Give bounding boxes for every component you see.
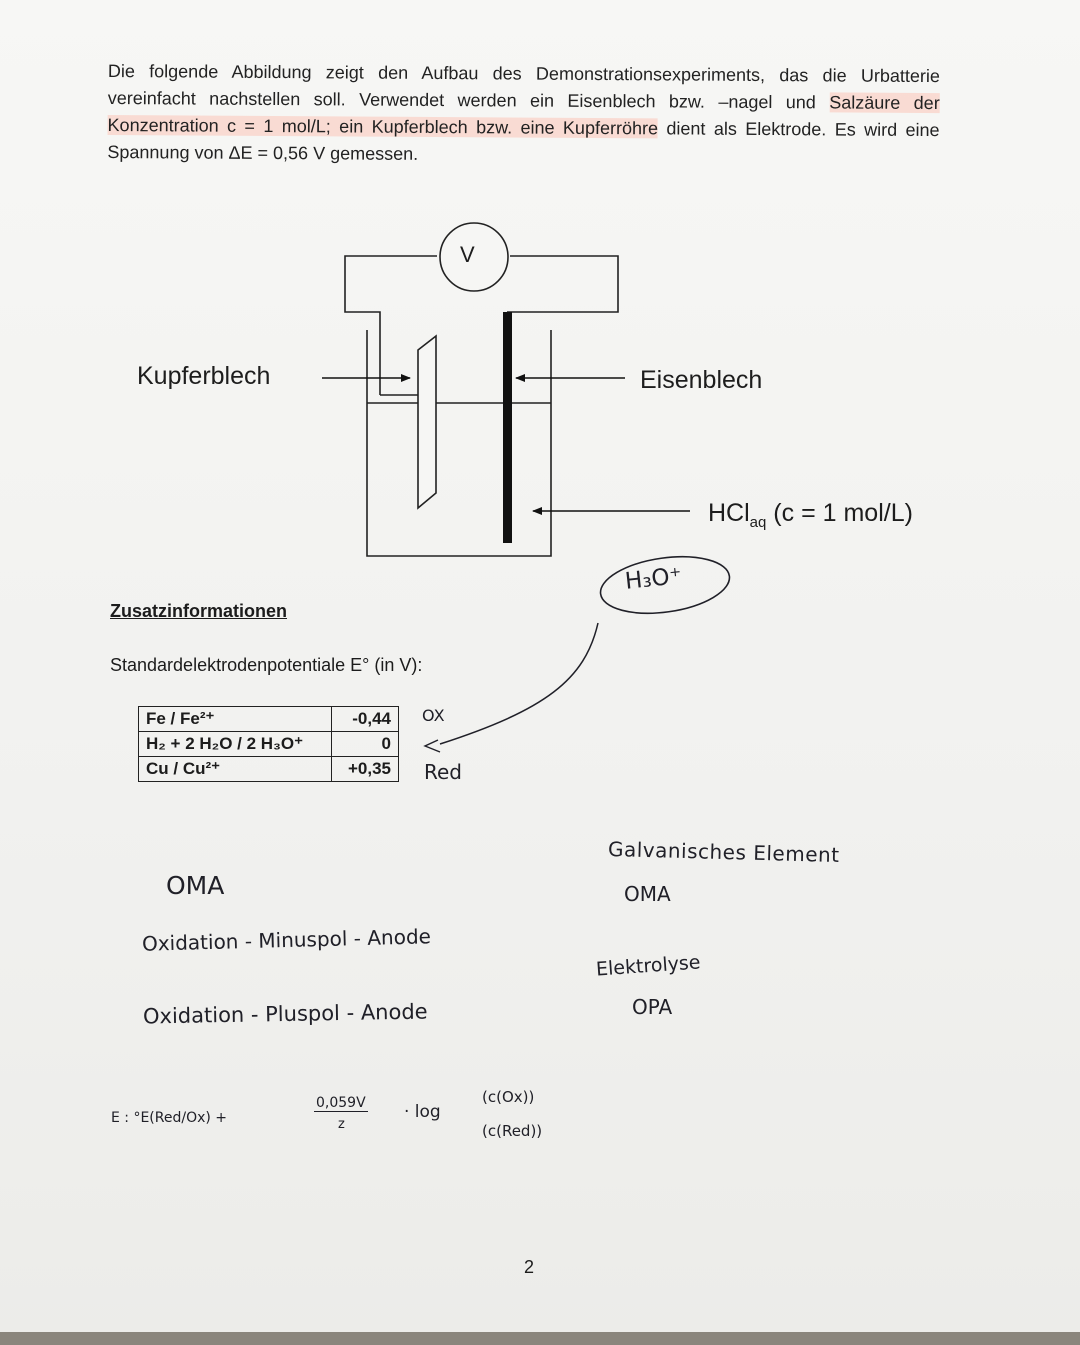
potential-value: -0,44 (332, 707, 399, 732)
hand-line-1: Oxidation - Minuspol - Anode (141, 924, 432, 956)
intro-text-3: Kupferblech bzw. eine Kupferröhre (371, 116, 659, 139)
voltmeter-label: V (460, 242, 475, 267)
intro-text-4: dient als Elektrode. Es wird eine Spannung von ΔE = 0,56 V gemessen. (107, 118, 940, 164)
redox-couple: H₂ + 2 H₂O / 2 H₃O⁺ (139, 732, 332, 757)
redox-couple: Fe / Fe²⁺ (139, 707, 332, 732)
nernst-log: · log (404, 1102, 441, 1122)
potential-table (138, 706, 399, 782)
hand-ox-note: OX (422, 706, 445, 725)
hand-arrow-icon (425, 740, 440, 752)
electrolyte-label (708, 499, 913, 531)
electrolyte-subscript: aq (749, 514, 767, 531)
potential-value: +0,35 (332, 757, 399, 782)
electrolyte-concentration: (c = 1 mol/L) (766, 499, 913, 527)
hand-opa-note: OPA (632, 995, 673, 1019)
hand-elektrolyse-note: Elektrolyse (595, 951, 702, 981)
redox-couple: Cu / Cu²⁺ (139, 757, 332, 782)
nernst-denominator: z (338, 1117, 345, 1132)
kupferblech-label: Kupferblech (137, 362, 271, 390)
hand-line-2: Oxidation - Pluspol - Anode (142, 999, 428, 1029)
zusatz-title: Zusatzinformationen (110, 601, 288, 621)
table-row (139, 732, 399, 757)
table-row (139, 707, 399, 732)
hand-oma-right: OMA (624, 882, 671, 906)
nernst-fraction-bottom: (c(Red)) (482, 1122, 543, 1140)
nernst-fraction-top: (c(Ox)) (482, 1088, 535, 1106)
intro-text-1: Die folgende Abbildung zeigt den Aufbau des Demonstrationsexperiments, das die Urbatterie vereinfacht nachstellen soll. Verwendet werden ein Eisenblech bzw. –nagel und (107, 60, 940, 113)
intro-text-2: Salzäure der Konzentration c = 1 mol/L; ein (107, 92, 940, 137)
beaker (367, 330, 551, 556)
hand-ion-note: H₃O⁺ (623, 563, 683, 595)
eisenblech-label: Eisenblech (640, 366, 763, 394)
iron-plate (503, 312, 512, 543)
hand-red-note: Red (424, 760, 462, 784)
ion-pointer-curve (440, 623, 598, 744)
page-bottom-edge (0, 1332, 1080, 1345)
circuit-wire-right (507, 256, 618, 312)
nernst-lhs: E : °E(Red/Ox) + (111, 1110, 228, 1126)
potential-value: 0 (332, 732, 399, 757)
electrolyte-formula: HCl (708, 499, 750, 527)
hand-galvanic-note: Galvanisches Element (607, 836, 840, 868)
page-number: 2 (524, 1257, 535, 1277)
nernst-numerator: 0,059V (316, 1095, 366, 1111)
copper-plate (418, 336, 436, 508)
potential-subtitle: Standardelektrodenpotentiale E° (in V): (110, 655, 423, 675)
table-row (139, 757, 399, 782)
hand-oma-left: OMA (166, 871, 225, 900)
